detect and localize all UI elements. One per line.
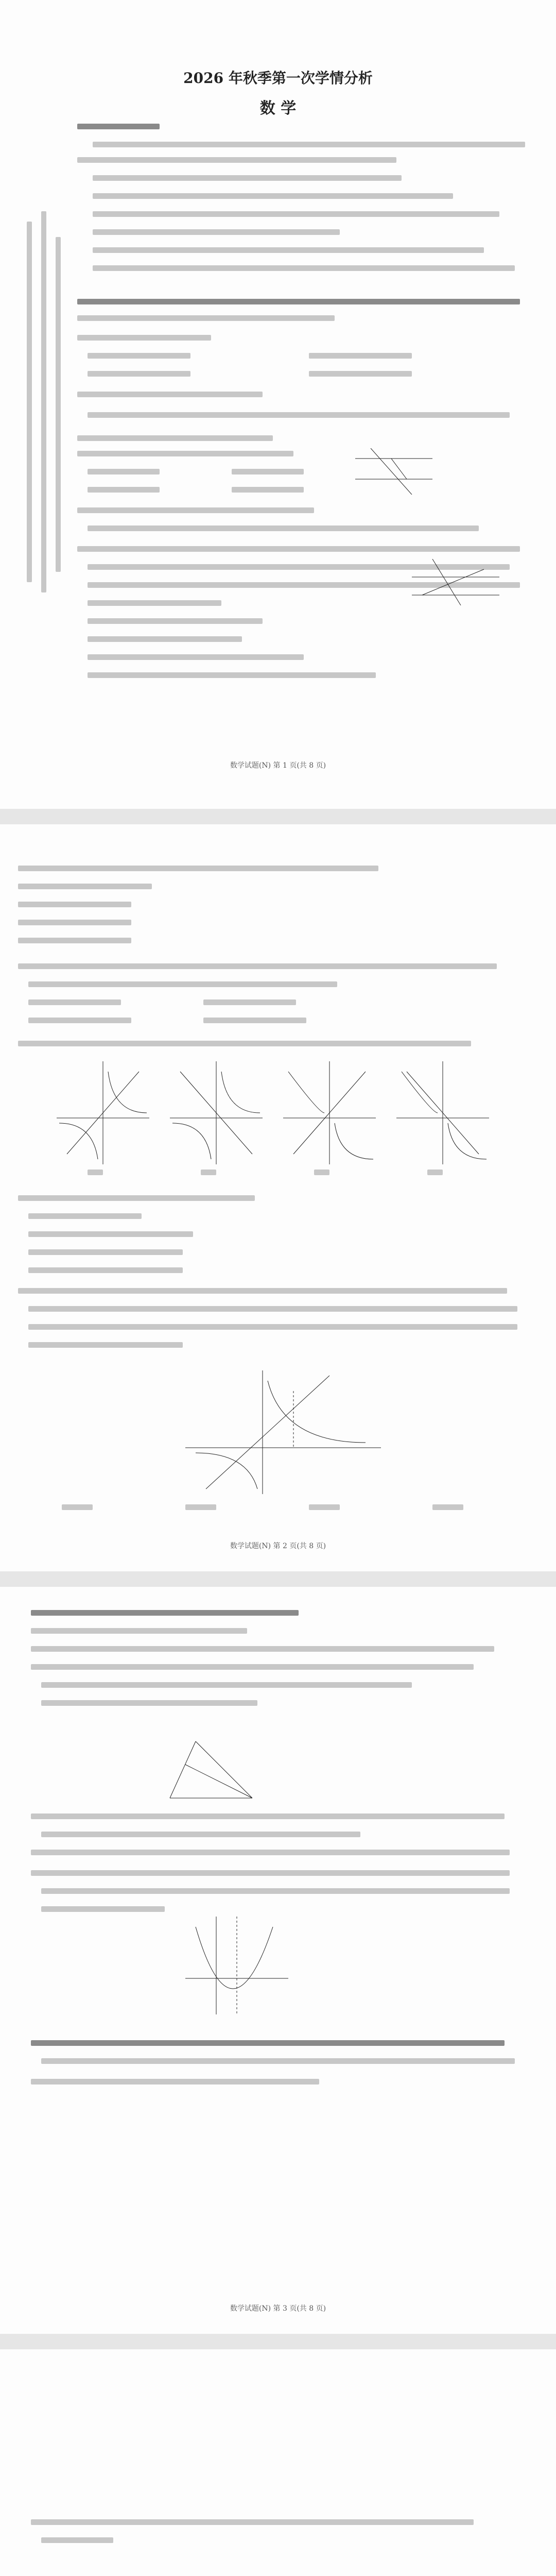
page-2-lower [18,1195,533,1365]
section-1 [77,299,530,747]
notes-section [77,124,530,294]
q8-graph-options [46,1061,510,1164]
section-3 [31,2040,535,2123]
page-2 [0,824,556,1571]
page-4 [0,2349,556,2576]
q10-figure [185,1370,381,1494]
q16-figure [185,1917,288,2014]
q3-figure [355,448,432,495]
exam-title: 2026 年秋季第一次学情分析 [183,70,373,87]
q10-options [62,1504,525,1517]
q4-figure [412,559,499,605]
binding-margin [22,206,63,598]
page-footer: 数学试题(N) 第 2 页(共 8 页) [230,1542,326,1550]
q13-figure [165,1736,257,1803]
page-3 [0,1587,556,2334]
page-footer: 数学试题(N) 第 3 页(共 8 页) [230,2304,326,2313]
q18 [31,2519,535,2561]
page-footer: 数学试题(N) 第 1 页(共 8 页) [230,761,326,770]
page-3-body [31,1610,535,1816]
page-1 [0,0,556,809]
subject-title: 数 学 [259,99,297,117]
q8-option-labels [88,1170,551,1182]
